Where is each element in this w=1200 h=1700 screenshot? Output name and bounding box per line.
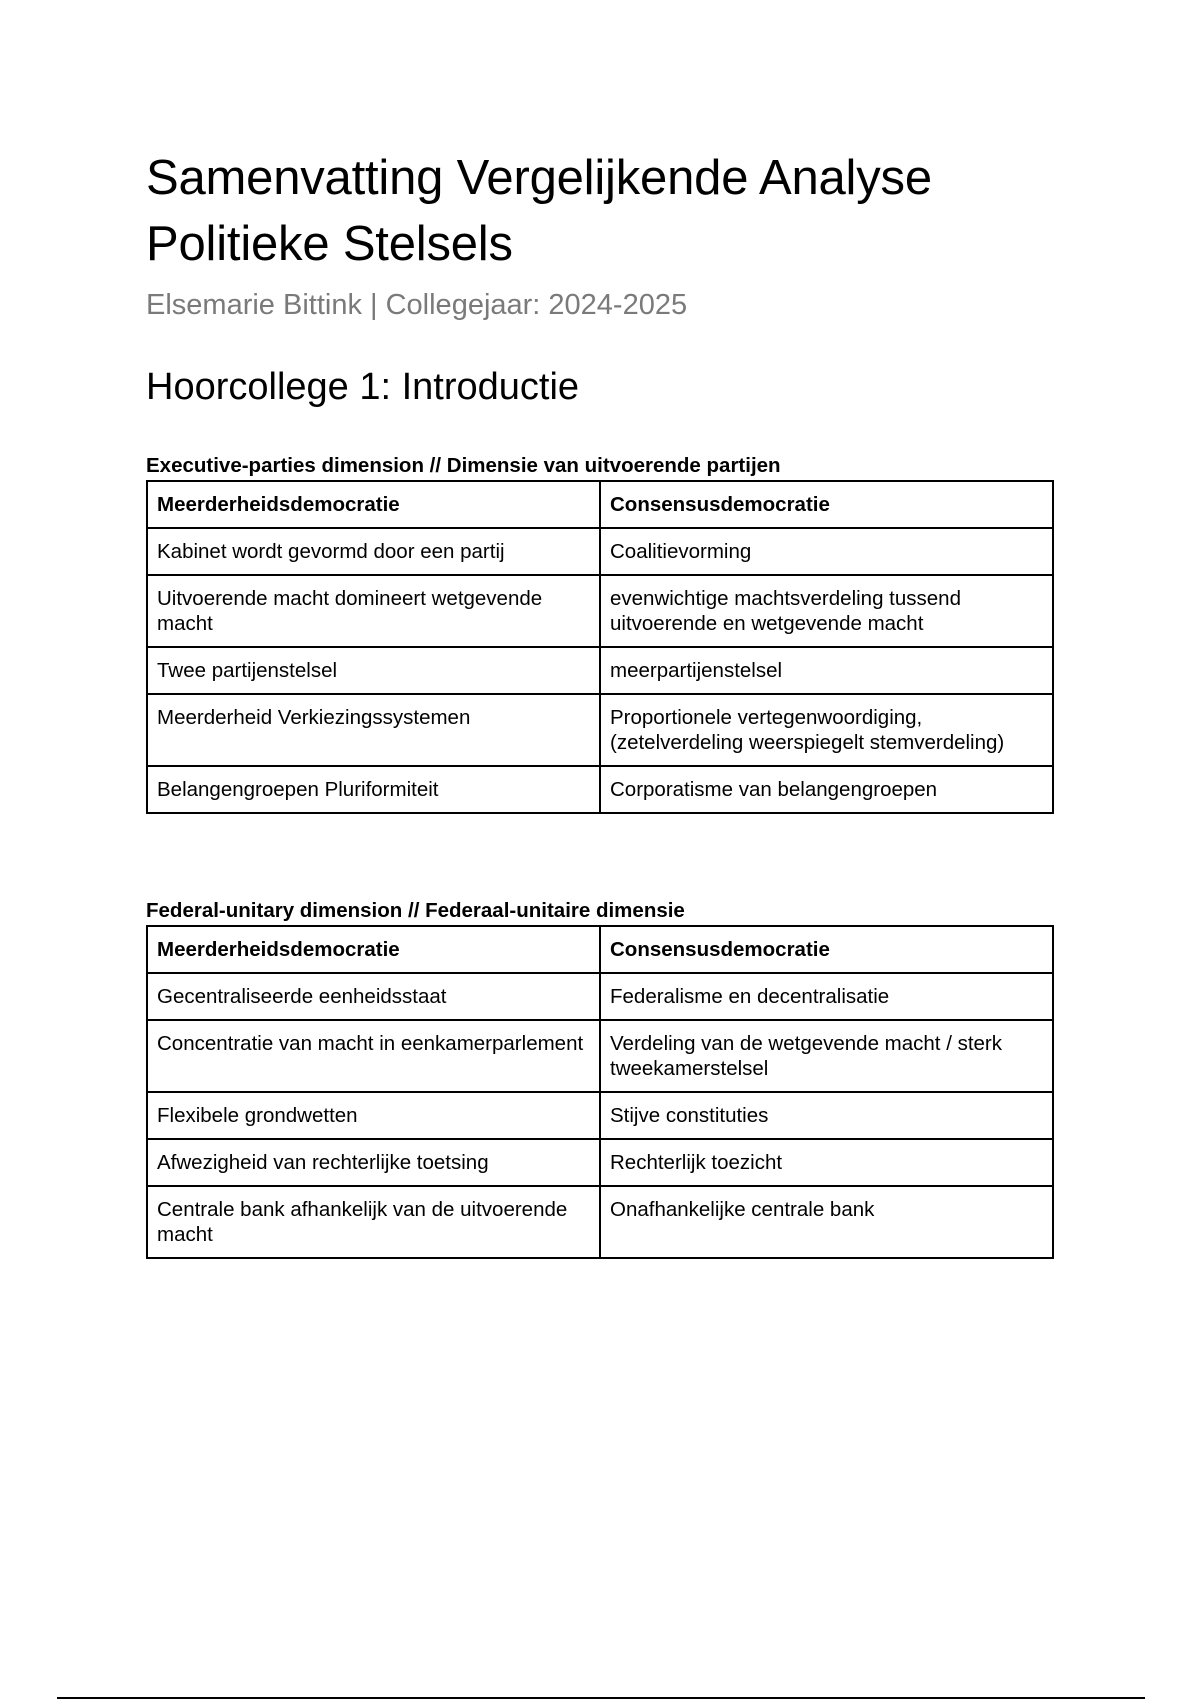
federal-unitary-table <box>146 925 1054 1259</box>
table-row <box>147 1186 1053 1258</box>
table-cell: Belangengroepen Pluriformiteit <box>147 766 600 813</box>
table-cell: evenwichtige machtsverdeling tussend uitvoerende en wetgevende macht <box>600 575 1053 647</box>
table-cell: Onafhankelijke centrale bank <box>600 1186 1053 1258</box>
table-cell: Proportionele vertegenwoordiging, (zetelverdeling weerspiegelt stemverdeling) <box>600 694 1053 766</box>
table-row <box>147 647 1053 694</box>
table-cell: Centrale bank afhankelijk van de uitvoerende macht <box>147 1186 600 1258</box>
table-row <box>147 575 1053 647</box>
executive-parties-table <box>146 480 1054 814</box>
document-title <box>146 145 1056 277</box>
table-cell: Gecentraliseerde eenheidsstaat <box>147 973 600 1020</box>
table-cell: Meerderheid Verkiezingssystemen <box>147 694 600 766</box>
table-row <box>147 973 1053 1020</box>
table-header-row <box>147 926 1053 973</box>
table-row <box>147 1139 1053 1186</box>
table-header-cell: Consensusdemocratie <box>600 481 1053 528</box>
table-row <box>147 528 1053 575</box>
table-header-cell: Meerderheidsdemocratie <box>147 481 600 528</box>
table-cell: Concentratie van macht in eenkamerparlement <box>147 1020 600 1092</box>
table-caption-executive-parties: Executive-parties dimension // Dimensie van uitvoerende partijen <box>146 454 781 477</box>
table-header-cell: Consensusdemocratie <box>600 926 1053 973</box>
table-row <box>147 1092 1053 1139</box>
table-cell: Stijve constituties <box>600 1092 1053 1139</box>
table-header-row <box>147 481 1053 528</box>
table-cell: Federalisme en decentralisatie <box>600 973 1053 1020</box>
document-title-line-1: Samenvatting Vergelijkende Analyse <box>146 151 932 205</box>
table-row <box>147 694 1053 766</box>
table-header-cell: Meerderheidsdemocratie <box>147 926 600 973</box>
page-bottom-divider <box>57 1697 1145 1699</box>
document-subtitle: Elsemarie Bittink | Collegejaar: 2024-2025 <box>146 289 688 321</box>
table-cell: Flexibele grondwetten <box>147 1092 600 1139</box>
table-cell: Afwezigheid van rechterlijke toetsing <box>147 1139 600 1186</box>
section-heading: Hoorcollege 1: Introductie <box>146 366 580 408</box>
document-title-line-2: Politieke Stelsels <box>146 217 513 271</box>
table-cell: meerpartijenstelsel <box>600 647 1053 694</box>
document-page <box>146 145 1056 1259</box>
table-cell: Coalitievorming <box>600 528 1053 575</box>
table-cell: Twee partijenstelsel <box>147 647 600 694</box>
table-caption-federal-unitary: Federal-unitary dimension // Federaal-unitaire dimensie <box>146 899 685 922</box>
table-row <box>147 1020 1053 1092</box>
table-cell: Verdeling van de wetgevende macht / sterk tweekamerstelsel <box>600 1020 1053 1092</box>
table-row <box>147 766 1053 813</box>
table-cell: Uitvoerende macht domineert wetgevende macht <box>147 575 600 647</box>
table-cell: Kabinet wordt gevormd door een partij <box>147 528 600 575</box>
table-cell: Rechterlijk toezicht <box>600 1139 1053 1186</box>
table-cell: Corporatisme van belangengroepen <box>600 766 1053 813</box>
